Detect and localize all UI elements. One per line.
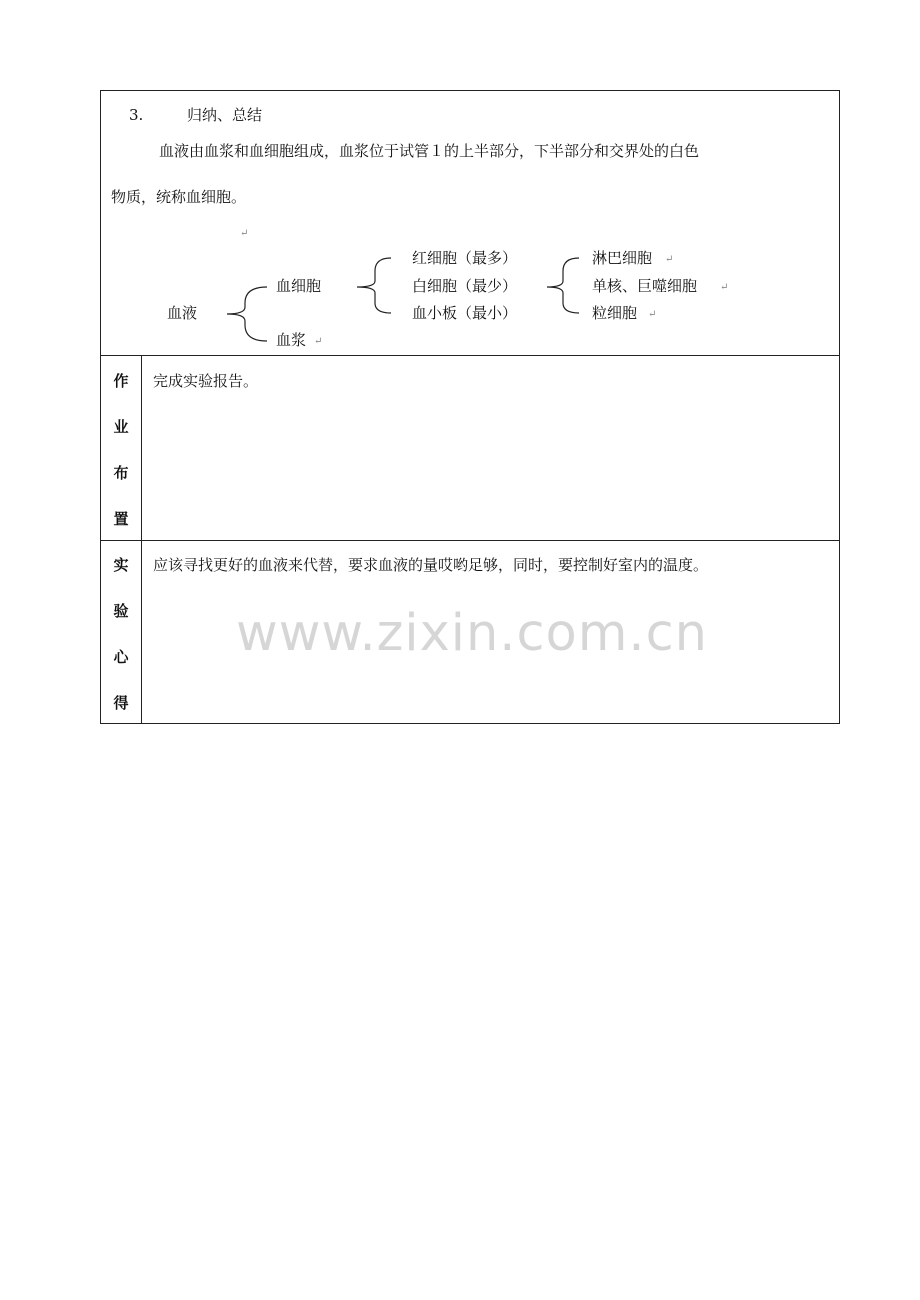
diagram-plasma: 血浆 [276,331,307,349]
row-divider [101,540,839,541]
reflection-label-1: 实 [113,556,129,574]
reflection-label-3: 心 [113,648,129,666]
diagram-red-blood-cell: 红细胞（最多） [412,249,518,267]
paragraph-mark: ↵ [665,254,674,265]
diagram-blood-cells: 血细胞 [276,277,322,295]
reflection-label-4: 得 [113,694,129,712]
row-divider [101,355,839,356]
diagram-white-blood-cell: 白细胞（最少） [412,277,518,295]
summary-heading: 归纳、总结 [187,106,263,124]
diagram-monocyte: 单核、巨噬细胞 [592,277,698,295]
homework-label-4: 置 [113,510,129,528]
reflection-content: 应该寻找更好的血液来代替，要求血液的量哎哟足够，同时，要控制好室内的温度。 [153,556,709,574]
diagram-lymphocyte: 淋巴细胞 [592,249,653,267]
homework-label-3: 布 [113,464,129,482]
diagram-root: 血液 [167,304,198,322]
diagram-granulocyte: 粒细胞 [592,304,638,322]
summary-paragraph-line-1: 血液由血浆和血细胞组成，血浆位于试管１的上半部分，下半部分和交界处的白色 [159,142,700,160]
homework-content: 完成实验报告。 [153,372,259,390]
summary-heading-number: 3. [129,106,144,124]
paragraph-mark: ↵ [314,336,323,347]
homework-label-1: 作 [113,372,129,390]
root-bracket [227,287,267,341]
column-divider [141,540,142,724]
white-cells-bracket [547,258,579,313]
column-divider [141,355,142,540]
paragraph-mark: ↵ [648,309,657,320]
summary-paragraph-line-2: 物质，统称血细胞。 [111,188,247,206]
watermark: www.zixin.com.cn [236,604,708,663]
diagram-platelet: 血小板（最小） [412,304,518,322]
cells-bracket [357,258,391,313]
paragraph-mark: ↵ [240,228,249,239]
homework-label-2: 业 [113,418,129,436]
reflection-label-2: 验 [113,602,129,620]
paragraph-mark: ↵ [720,282,729,293]
